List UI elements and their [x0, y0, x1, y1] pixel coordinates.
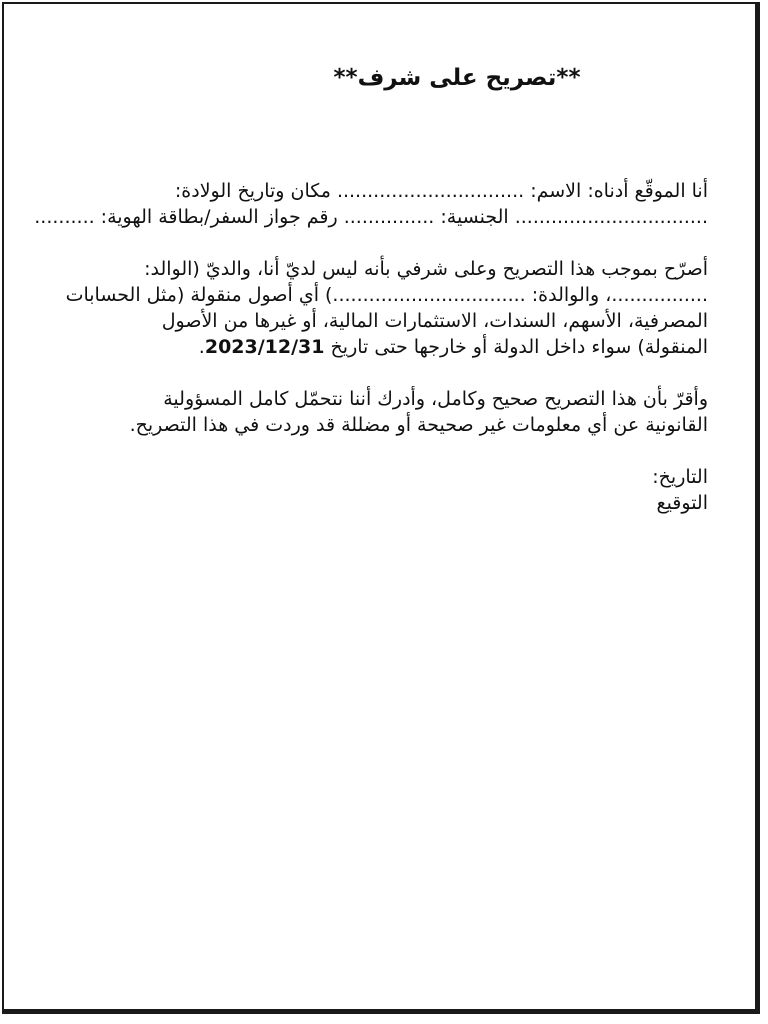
declaration-line-2: ................، والوالدة: ................................) أي أصول منقولة (مثل الحسابات — [65, 284, 708, 306]
acknowledgement-paragraph — [76, 386, 708, 438]
date-label: التاريخ: — [652, 466, 708, 488]
signature-label: التوقيع — [656, 492, 708, 514]
declaration-date: 2023/12/31 — [204, 336, 325, 358]
declaration-line-3: المصرفية، الأسهم، السندات، الاستثمارات المالية، أو غيرها من الأصول — [161, 310, 708, 332]
declaration-document — [34, 62, 708, 516]
declaration-line-1: أصرّح بموجب هذا التصريح وعلى شرفي بأنه ليس لديّ أنا، والديّ (الوالد: — [144, 258, 708, 280]
footer-block — [76, 464, 708, 516]
identity-line-nationality: ................................ الجنسية: ............... رقم جواز السفر/بطاقة الهوية: .......... — [34, 206, 708, 228]
acknowledgement-line-2: القانونية عن أي معلومات غير صحيحة أو مضللة قد وردت في هذا التصريح. — [129, 414, 708, 436]
declaration-paragraph — [65, 256, 708, 360]
acknowledgement-line-1: وأقرّ بأن هذا التصريح صحيح وكامل، وأدرك أننا نتحمّل كامل المسؤولية — [163, 388, 708, 410]
declaration-line-4-end: . — [198, 336, 205, 358]
identity-line-name: أنا الموقّع أدناه: الاسم: ............................... مكان وتاريخ الولادة: — [174, 180, 708, 202]
declaration-line-4 — [76, 334, 708, 360]
document-title: **تصريح على شرف** — [333, 65, 581, 91]
identity-paragraph — [34, 178, 708, 230]
declaration-line-4-text: المنقولة) سواء داخل الدولة أو خارجها حتى تاريخ — [324, 336, 708, 358]
